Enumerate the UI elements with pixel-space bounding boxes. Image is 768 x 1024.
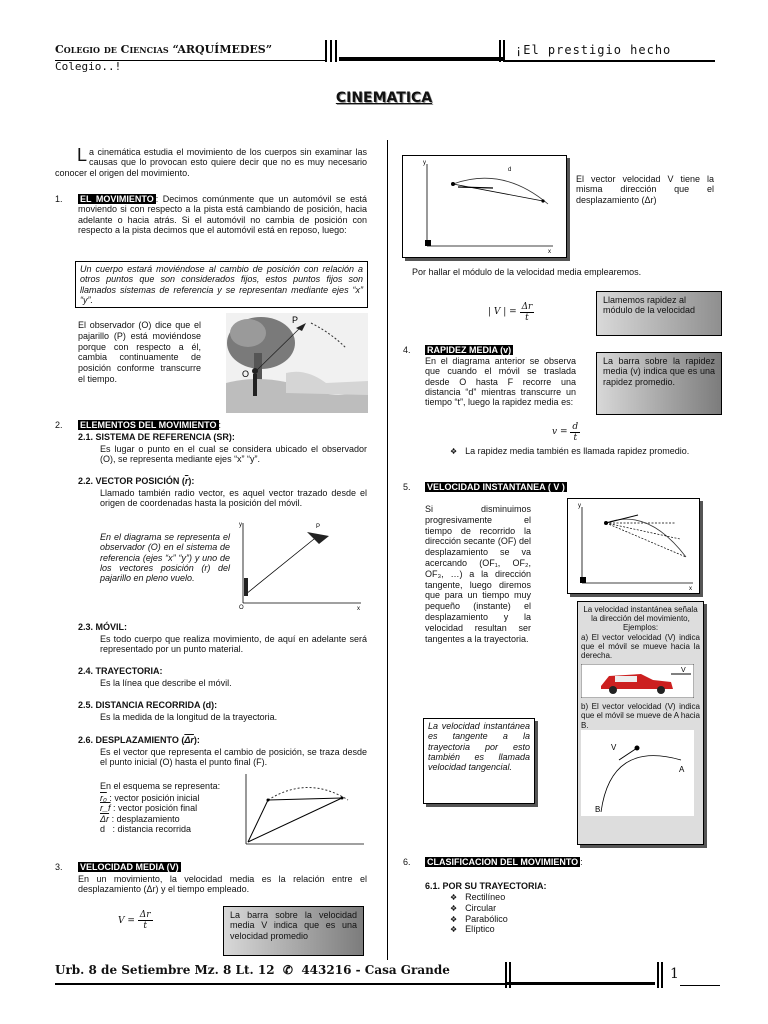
page-title: CINEMATICA (335, 90, 433, 106)
legend-text: : vector posición inicial (109, 793, 200, 803)
s6-heading-wrap: CLASIFICACION DEL MOVIMIENTO : (427, 857, 583, 867)
s5-heading: VELOCIDAD INSTANTANEA ( V ) (427, 482, 565, 492)
footer-address-text: Urb. 8 de Setiembre Mz. 8 Lt. 12 (55, 963, 275, 977)
s2-number: 2. (55, 420, 63, 430)
header-bars-decoration (325, 40, 505, 62)
legend-symbol: d (100, 824, 106, 835)
s25-text: Es la medida de la longitud de la trayectoria. (100, 712, 278, 722)
formula2-numerator: Δr (521, 302, 533, 312)
s4-formula-lhs: v = (552, 427, 568, 437)
s1-paragraph (78, 194, 367, 235)
formula-denominator: t (143, 921, 147, 932)
svg-text:d: d (508, 167, 512, 173)
s3-heading: VELOCIDAD MEDIA (V) (80, 862, 179, 872)
s3-number: 3. (55, 862, 63, 872)
svg-text:y: y (239, 522, 242, 528)
s2-heading: ELEMENTOS DEL MOVIMIENTO (80, 420, 217, 430)
observer-label-o: O (242, 369, 250, 379)
s61-title: 6.1. POR SU TRAYECTORIA: (425, 881, 547, 891)
header-tagline-left: Colegio..! (55, 60, 122, 73)
s4-heading-wrap (425, 345, 513, 355)
phone-icon: ✆ (282, 963, 293, 977)
s4-heading: RAPIDEZ MEDIA (v) (427, 345, 512, 355)
s23-text: Es todo cuerpo que realiza movimiento, de aquí en adelante será representado por un punto material. (100, 634, 367, 655)
svg-text:y: y (423, 160, 426, 166)
velocity-diagram (403, 156, 566, 257)
trajectory-item: ❖ Rectilíneo (450, 892, 508, 903)
displacement-legend (100, 793, 199, 834)
s4-text: En el diagrama anterior se observa que cuando el móvil se traslada desde O hasta F recorre una distancia “d” mientras transcurre un tiempo “t”, luego la rapidez media es: (425, 356, 576, 408)
point-a-label: A (679, 764, 685, 774)
page-number-rule (680, 985, 720, 986)
s1-text: : Decimos comúnmente que un automóvil se está moviendo si con respecto a la pista está cambiando de posición, hacia adelante o hacia atrás. Si el automóvil no cambia de posición con respecto a la pista decimos que el automóvil está en reposo, luego: (78, 194, 367, 236)
svg-text:x: x (357, 606, 360, 610)
s1-heading: EL MOVIMIENTO (80, 194, 154, 204)
s21-text: Es lugar o punto en el cual se considera ubicado el observador (O), se representa mediante ejes “x” “y”. (100, 444, 367, 465)
legend-item (100, 814, 199, 824)
footer-address (55, 964, 450, 978)
s3-text: En un movimiento, la velocidad media es la relación entre el desplazamiento (Δr) y el tiempo empleado. (78, 874, 367, 895)
dropcap: L (77, 145, 88, 165)
s22-text: Llamado también radio vector, es aquel vector trazado desde el origen de coordenadas hasta la posición del móvil. (100, 488, 367, 509)
s5-number: 5. (403, 482, 411, 492)
formula-lhs: V = (118, 916, 135, 926)
trajectory-item: ❖ Parabólico (450, 914, 508, 925)
svg-text:P: P (316, 524, 321, 530)
s4-formula-denominator: t (573, 433, 578, 444)
trajectory-item: ❖ Elíptico (450, 924, 508, 935)
legend-text: : distancia recorrida (112, 824, 192, 835)
trajectory-list (450, 892, 508, 935)
formula-fraction (138, 910, 153, 932)
rapidez-note-box: Llamemos rapidez al módulo de la velocidad (596, 291, 722, 336)
point-b-label: B (595, 804, 601, 814)
s26-title-text: 2.6. DESPLAZAMIENTO ( (78, 735, 185, 745)
s5-heading-wrap (425, 482, 567, 492)
intro-paragraph (55, 147, 367, 178)
legend-text: : vector posición final (113, 803, 198, 814)
s22-vector-symbol: $\overline{r}$ (184, 476, 189, 486)
car-vector-label: V (681, 667, 686, 675)
velocity-caption: El vector velocidad V tiene la misma dirección que el desplazamiento (Δr) (576, 174, 714, 205)
footer-rule (55, 983, 505, 985)
car-illustration (581, 664, 694, 698)
legend-item (100, 824, 199, 834)
footer-bars-decoration (505, 962, 665, 988)
header-tagline-right: ¡El prestigio hecho (515, 43, 672, 57)
header-rule (505, 60, 715, 62)
s22-italic-note: En el diagrama se representa el observador (O) en el sistema de referencia (ejes “x” “y”) y uno de los vectores posición (r) del pajarillo en pleno vuelo. (100, 532, 230, 584)
inst-box-b: b) El vector velocidad (V) indica que el móvil se mueve de A hacia B. (581, 702, 700, 730)
rapidez-formula (552, 422, 580, 444)
bird-observer-illustration (226, 313, 368, 413)
instant-velocity-diagram (568, 499, 699, 593)
velocity-note-box: La barra sobre la velocidad media V indica que es una velocidad promedio (223, 906, 364, 956)
s1-observer-text: El observador (O) dice que el pajarillo (P) está moviéndose porque con respecto a él, cambia continuamente de posición conforme transcurre el tiempo. (78, 320, 201, 384)
velocity-diagram-frame (402, 155, 567, 258)
modulo-formula (488, 302, 534, 324)
s26-vector-symbol: $\overline{\Delta r}$ (184, 735, 194, 745)
footer-phone: 443216 - Casa Grande (301, 963, 450, 977)
s24-title: 2.4. TRAYECTORIA: (78, 666, 163, 676)
inst-box-intro: La velocidad instantánea señala la dirección del movimiento, Ejemplos: (583, 605, 698, 633)
s5-text: Si disminuimos progresivamente el tiempo de recorrido la dirección secante (OF) del desplazamiento se va acercando (OF₁, OF₂, OF₃, …) a la dirección tangente, luego diremos que para un tiempo muy pequeño (instante) el desplazamiento y la velocidad resultan ser tangentes a la trayectoria. (425, 504, 531, 644)
legend-symbol: r₀ (100, 793, 107, 803)
s26-title-end: ): (193, 735, 200, 745)
esquema-label: En el esquema se representa: (100, 781, 221, 791)
s25-title: 2.5. DISTANCIA RECORRIDA (d): (78, 700, 218, 710)
instant-examples-box (577, 601, 704, 845)
svg-text:O: O (239, 605, 244, 610)
s21-title: 2.1. SISTEMA DE REFERENCIA (SR): (78, 432, 235, 442)
curve-ab-illustration (581, 730, 694, 816)
tangent-note-box: La velocidad instantánea es tangente a la trayectoria por esto también es llamada velocidad tangencial. (423, 718, 535, 804)
s26-title (78, 735, 200, 745)
legend-text: : desplazamiento (111, 813, 180, 824)
formula2-denominator: t (525, 313, 529, 324)
s3-heading-wrap (78, 862, 181, 872)
trajectory-item: ❖ Circular (450, 903, 508, 914)
s26-text: Es el vector que representa el cambio de posición, se traza desde el punto inicial (O) hasta el punto final (F). (100, 747, 367, 768)
s4-formula-fraction (570, 422, 580, 444)
s4-bullet: ❖ La rapidez media también es llamada rapidez promedio. (450, 446, 714, 456)
legend-item (100, 793, 199, 803)
s2-heading-wrap: ELEMENTOS DEL MOVIMIENTO : (80, 420, 222, 430)
modulo-text: Por hallar el módulo de la velocidad media emplearemos. (412, 267, 642, 277)
s6-heading: CLASIFICACION DEL MOVIMIENTO (427, 857, 579, 867)
s4-number: 4. (403, 345, 411, 355)
s6-number: 6. (403, 857, 411, 867)
legend-symbol: r_f (100, 803, 111, 814)
s22-title-text: 2.2. VECTOR POSICIÓN ( (78, 476, 185, 486)
s1-number: 1. (55, 194, 63, 204)
formula-numerator: Δr (139, 910, 151, 920)
velocity-formula (118, 910, 153, 932)
curve-vector-label: V (611, 742, 617, 752)
s4-bullet-list (450, 446, 714, 456)
s1-definition-box: Un cuerpo estará moviéndose al cambio de posición con relación a otros puntos que son considerados fijos, estos puntos fijos son llamados sistemas de referencia y se representan mediante ejes “x” “y”. (75, 261, 368, 308)
page-number: 1 (670, 966, 679, 982)
s23-title: 2.3. MÓVIL: (78, 622, 128, 632)
bird-label-p: P (292, 315, 299, 325)
svg-text:x: x (689, 586, 692, 592)
s22-title-end: ): (188, 476, 195, 486)
column-divider (387, 140, 388, 960)
s22-title (78, 476, 194, 486)
position-vector-diagram (233, 518, 365, 610)
instant-velocity-diagram-frame (567, 498, 700, 594)
displacement-diagram (238, 770, 368, 852)
inst-box-a: a) El vector velocidad (V) indica que el móvil se mueve hacia la derecha. (581, 632, 700, 660)
intro-text: a cinemática estudia el movimiento de los cuerpos sin examinar las causas que lo provocan esto quiere decir que no es muy necesario conocer el origen del movimiento. (55, 147, 367, 178)
formula2-lhs: | V | = (488, 307, 517, 317)
svg-text:y: y (578, 503, 581, 509)
s24-text: Es la línea que describe el móvil. (100, 678, 232, 688)
formula2-fraction (520, 302, 535, 324)
svg-text:x: x (548, 249, 551, 255)
s4-formula-numerator: d (572, 422, 579, 432)
legend-item (100, 803, 199, 813)
barra-note-box: La barra sobre la rapidez media (v) indica que es una rapidez promedio. (596, 352, 722, 415)
legend-symbol: $\overline{\Delta r}$ (100, 813, 110, 824)
school-name: Colegio de Ciencias “ARQUÍMEDES” (55, 44, 325, 61)
